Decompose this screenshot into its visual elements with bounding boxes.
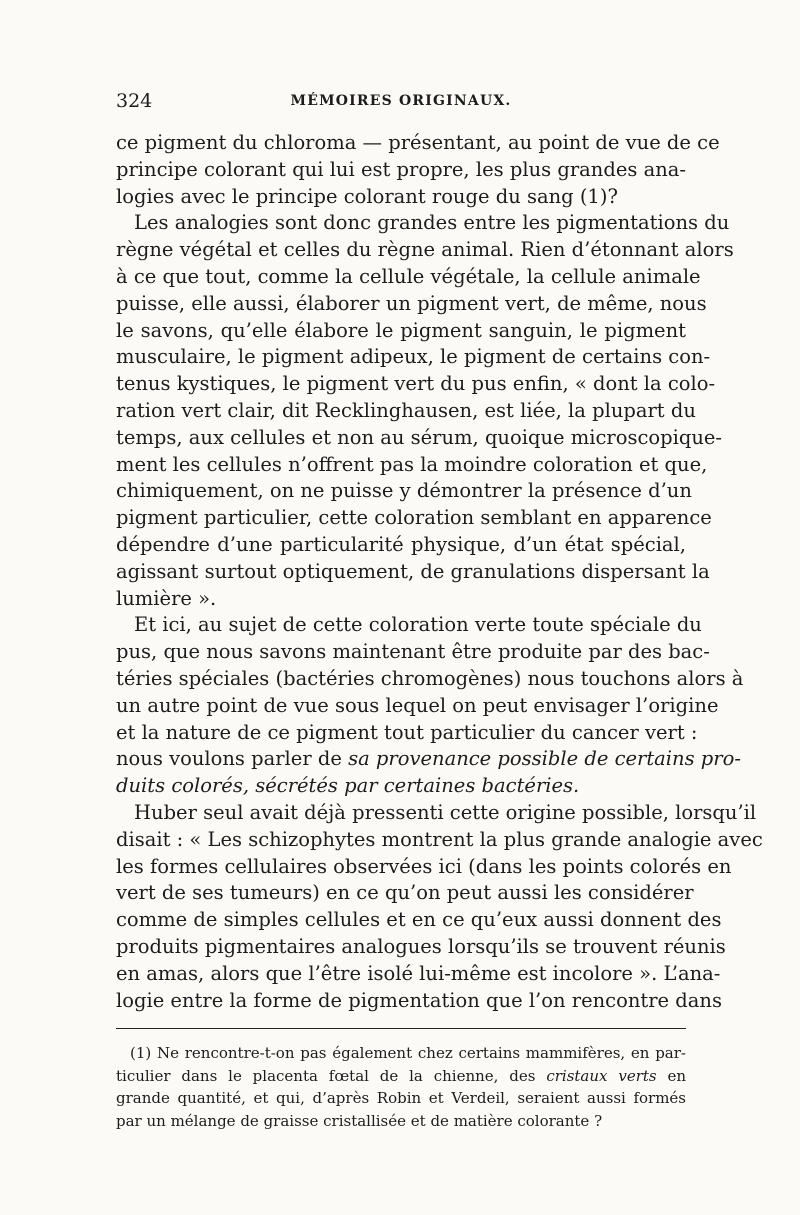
body-line bbox=[116, 344, 711, 371]
body-line bbox=[116, 425, 723, 452]
text-run: téries spéciales (bactéries chromogènes) nous touchons alors à bbox=[116, 666, 744, 690]
body-line bbox=[116, 907, 722, 934]
body-line bbox=[116, 318, 686, 345]
text-run: principe colorant qui lui est propre, les plus grandes ana- bbox=[116, 157, 686, 181]
text-run: un autre point de vue sous lequel on peut envisager l’origine bbox=[116, 693, 719, 717]
body-line bbox=[116, 505, 712, 532]
body-line bbox=[116, 800, 757, 827]
text-run: grande quantité, et qui, d’après Robin et Verdeil, seraient aussi formés bbox=[116, 1089, 686, 1107]
page-number: 324 bbox=[116, 90, 153, 112]
body-line bbox=[116, 639, 710, 666]
body-line bbox=[116, 773, 686, 800]
text-run: ment les cellules n’offrent pas la moindre coloration et que, bbox=[116, 452, 708, 476]
footnote-rule bbox=[116, 1028, 686, 1029]
text-run: Les analogies sont donc grandes entre les pigmentations du bbox=[134, 211, 730, 235]
body-line bbox=[116, 880, 694, 907]
text-run: tenus kystiques, le pigment vert du pus enfin, « dont la colo- bbox=[116, 372, 716, 396]
text-run: temps, aux cellules et non au sérum, quoique microscopique- bbox=[116, 425, 723, 449]
text-run: et la nature de ce pigment tout particulier du cancer vert : bbox=[116, 720, 698, 744]
text-run: vert de ses tumeurs) en ce qu’on peut aussi les considérer bbox=[116, 881, 694, 905]
running-head: MÉMOIRES ORIGINAUX. bbox=[290, 93, 512, 109]
text-run: (1) Ne rencontre-t-on pas également chez certains mammifères, en par- bbox=[130, 1044, 686, 1062]
text-run: pus, que nous savons maintenant être produite par des bac- bbox=[116, 640, 710, 664]
body-line bbox=[116, 130, 720, 157]
text-run: nous voulons parler de bbox=[116, 747, 349, 771]
text-run: à ce que tout, comme la cellule végétale, la cellule animale bbox=[116, 264, 701, 288]
text-run: dépendre d’une particularité physique, d’un état spécial, bbox=[116, 532, 686, 556]
text-run: en amas, alors que l’être isolé lui-même est incolore ». L’ana- bbox=[116, 961, 721, 985]
italic-run: sa provenance possible de certains pro- bbox=[348, 747, 741, 771]
body-line bbox=[116, 237, 734, 264]
body-line bbox=[116, 693, 719, 720]
italic-run: cristaux verts bbox=[546, 1066, 657, 1085]
text-run: Huber seul avait déjà pressenti cette origine possible, lorsqu’il bbox=[134, 800, 757, 824]
text-run: comme de simples cellules et en ce qu’eux aussi donnent des bbox=[116, 908, 722, 932]
text-run: le savons, qu’elle élabore le pigment sanguin, le pigment bbox=[116, 318, 686, 342]
body-line bbox=[116, 934, 726, 961]
body-line bbox=[116, 746, 741, 773]
body-line bbox=[116, 264, 701, 291]
text-run: logies avec le principe colorant rouge du sang (1)? bbox=[116, 184, 618, 208]
text-run: chimiquement, on ne puisse y démontrer la présence d’un bbox=[116, 479, 692, 503]
text-run: les formes cellulaires observées ici (dans les points colorés en bbox=[116, 854, 732, 878]
page-header bbox=[116, 90, 686, 120]
body-line bbox=[116, 988, 722, 1015]
body-line bbox=[116, 961, 721, 988]
text-run: lumière ». bbox=[116, 586, 217, 610]
body-line bbox=[116, 666, 744, 693]
text-run: puisse, elle aussi, élaborer un pigment vert, de même, nous bbox=[116, 291, 707, 315]
italic-run: duits colorés, sécrétés par certaines bactéries. bbox=[116, 774, 580, 798]
body-line bbox=[116, 210, 730, 237]
body-text bbox=[116, 130, 763, 1014]
body-line bbox=[116, 478, 692, 505]
body-line bbox=[116, 612, 702, 639]
body-line bbox=[116, 157, 686, 184]
text-run: ticulier dans le placenta fœtal de la chienne, des bbox=[116, 1066, 547, 1085]
body-line bbox=[116, 586, 686, 613]
body-line bbox=[116, 452, 708, 479]
text-run: logie entre la forme de pigmentation que l’on rencontre dans bbox=[116, 988, 722, 1012]
footnote-text bbox=[116, 1042, 686, 1132]
text-run: disait : « Les schizophytes montrent la plus grande analogie avec bbox=[116, 827, 763, 851]
body-line bbox=[116, 398, 696, 425]
footnote-line bbox=[116, 1110, 686, 1133]
footnote-line bbox=[116, 1065, 686, 1088]
text-run: par un mélange de graisse cristallisée et de matière colorante ? bbox=[116, 1111, 603, 1130]
text-run: règne végétal et celles du règne animal. Rien d’étonnant alors bbox=[116, 238, 734, 262]
body-line bbox=[116, 532, 686, 559]
body-line bbox=[116, 291, 707, 318]
text-run: Et ici, au sujet de cette coloration verte toute spéciale du bbox=[134, 613, 702, 637]
body-line bbox=[116, 720, 698, 747]
body-line bbox=[116, 559, 710, 586]
body-line bbox=[116, 854, 732, 881]
footnote-line bbox=[116, 1087, 686, 1110]
body-line bbox=[116, 184, 686, 211]
body-line bbox=[116, 827, 763, 854]
text-run: produits pigmentaires analogues lorsqu’ils se trouvent réunis bbox=[116, 934, 726, 958]
text-run: agissant surtout optiquement, de granulations dispersant la bbox=[116, 559, 710, 583]
text-run: ration vert clair, dit Recklinghausen, est liée, la plupart du bbox=[116, 398, 696, 422]
text-run: pigment particulier, cette coloration semblant en apparence bbox=[116, 506, 712, 530]
footnote-line bbox=[116, 1042, 686, 1065]
body-line bbox=[116, 371, 716, 398]
text-run: en bbox=[656, 1066, 686, 1085]
text-run: ce pigment du chloroma — présentant, au point de vue de ce bbox=[116, 131, 720, 154]
text-run: musculaire, le pigment adipeux, le pigment de certains con- bbox=[116, 345, 711, 369]
